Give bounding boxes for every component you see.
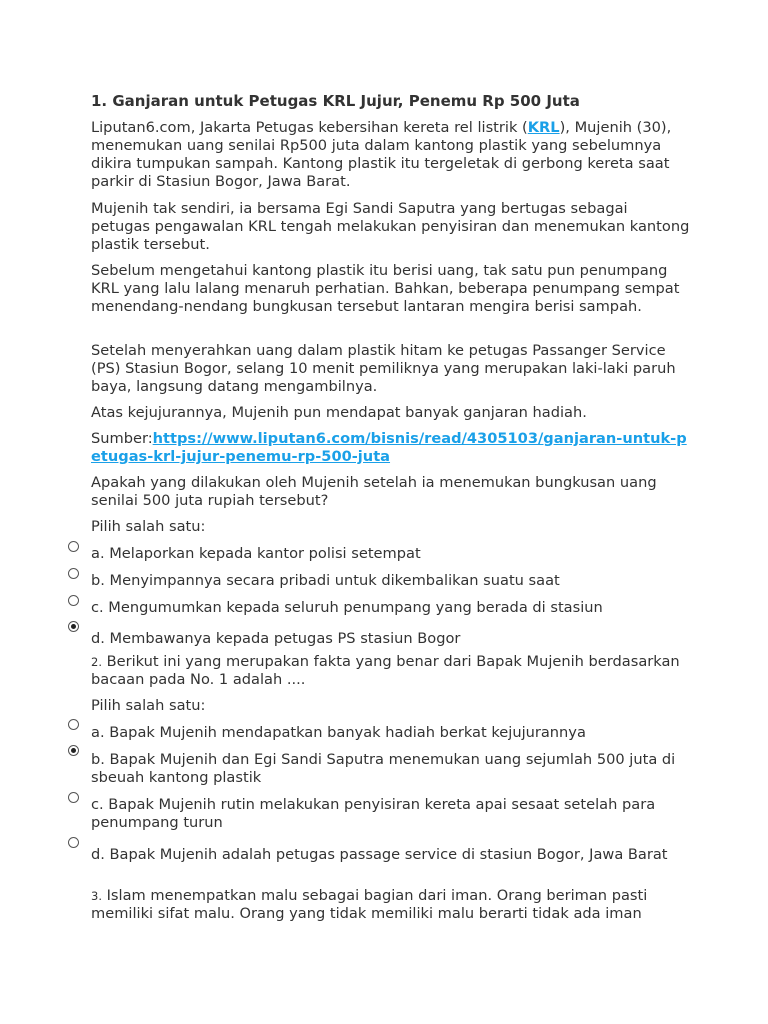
q1-option-b-radio[interactable] bbox=[68, 568, 79, 579]
q2-option-b[interactable]: b. Bapak Mujenih dan Egi Sandi Saputra menemukan uang sejumlah 500 juta di sbeuah kantong plastik bbox=[91, 751, 676, 786]
q1-option-c[interactable]: c. Mengumumkan kepada seluruh penumpang yang berada di stasiun bbox=[91, 599, 603, 616]
article-paragraph-2: Mujenih tak sendiri, ia bersama Egi Sandi Saputra yang bertugas sebagai petugas pengawalan KRL tengah melakukan penyisiran dan menemukan kantong plastik tersebut. bbox=[91, 200, 690, 253]
article-paragraph-5: Atas kejujurannya, Mujenih pun mendapat banyak ganjaran hadiah. bbox=[91, 404, 587, 421]
question-2-body: Berikut ini yang merupakan fakta yang benar dari Bapak Mujenih berdasarkan bacaan pada No. 1 adalah .... bbox=[91, 653, 680, 688]
q1-option-c-radio[interactable] bbox=[68, 595, 79, 606]
question-1-text: Apakah yang dilakukan oleh Mujenih setelah ia menemukan bungkusan uang senilai 500 juta rupiah tersebut? bbox=[91, 474, 657, 509]
q1-option-a-radio[interactable] bbox=[68, 541, 79, 552]
q1-option-b[interactable]: b. Menyimpannya secara pribadi untuk dikembalikan suatu saat bbox=[91, 572, 560, 589]
q2-option-c-radio[interactable] bbox=[68, 792, 79, 803]
q2-option-d-radio[interactable] bbox=[68, 837, 79, 848]
q2-option-a-radio[interactable] bbox=[68, 719, 79, 730]
question-2-text bbox=[91, 653, 691, 689]
article-title: 1. Ganjaran untuk Petugas KRL Jujur, Penemu Rp 500 Juta bbox=[91, 92, 580, 110]
q2-option-a[interactable]: a. Bapak Mujenih mendapatkan banyak hadiah berkat kejujurannya bbox=[91, 724, 586, 741]
question-3-text bbox=[91, 887, 691, 923]
question-1-instruction: Pilih salah satu: bbox=[91, 518, 206, 535]
source-line bbox=[91, 430, 691, 466]
paragraph-1-suffix: ), Mujenih (30), menemukan uang senilai Rp500 juta dalam kantong plastik yang sebelumnya dikira tumpukan sampah. Kantong plastik itu tergeletak di gerbong kereta saat parkir di Stasiun Bogor, Jawa Barat. bbox=[91, 119, 672, 190]
source-label: Sumber: bbox=[91, 430, 153, 447]
article-paragraph-4: Setelah menyerahkan uang dalam plastik hitam ke petugas Passanger Service (PS) Stasiun Bogor, selang 10 menit pemiliknya yang merupakan laki-laki paruh baya, langsung datang mengambilnya. bbox=[91, 342, 676, 395]
q1-option-a[interactable]: a. Melaporkan kepada kantor polisi setempat bbox=[91, 545, 421, 562]
q2-option-b-radio-selected[interactable] bbox=[68, 745, 79, 756]
q2-option-c[interactable]: c. Bapak Mujenih rutin melakukan penyisiran kereta apai sesaat setelah para penumpang turun bbox=[91, 796, 656, 831]
q1-option-d[interactable]: d. Membawanya kepada petugas PS stasiun Bogor bbox=[91, 630, 461, 647]
article-paragraph-3: Sebelum mengetahui kantong plastik itu berisi uang, tak satu pun penumpang KRL yang lalu lalang menaruh perhatian. Bahkan, beberapa penumpang sempat menendang-nendang bungkusan tersebut lantaran mengira berisi sampah. bbox=[91, 262, 680, 315]
source-link[interactable]: https://www.liputan6.com/bisnis/read/4305103/ganjaran-untuk-petugas-krl-jujur-penemu-rp-500-juta bbox=[91, 430, 687, 465]
paragraph-1-prefix: Liputan6.com, Jakarta Petugas kebersihan kereta rel listrik ( bbox=[91, 119, 528, 136]
question-2-instruction: Pilih salah satu: bbox=[91, 697, 206, 714]
q2-option-d[interactable]: d. Bapak Mujenih adalah petugas passage service di stasiun Bogor, Jawa Barat bbox=[91, 846, 668, 863]
krl-link[interactable]: KRL bbox=[527, 119, 560, 136]
q1-option-d-radio-selected[interactable] bbox=[68, 621, 79, 632]
question-3-body: Islam menempatkan malu sebagai bagian dari iman. Orang beriman pasti memiliki sifat malu. Orang yang tidak memiliki malu berarti tidak ada iman bbox=[91, 887, 648, 922]
article-paragraph-1 bbox=[91, 119, 691, 191]
question-3-number: 3. bbox=[91, 889, 102, 903]
question-2-number: 2. bbox=[91, 655, 102, 669]
